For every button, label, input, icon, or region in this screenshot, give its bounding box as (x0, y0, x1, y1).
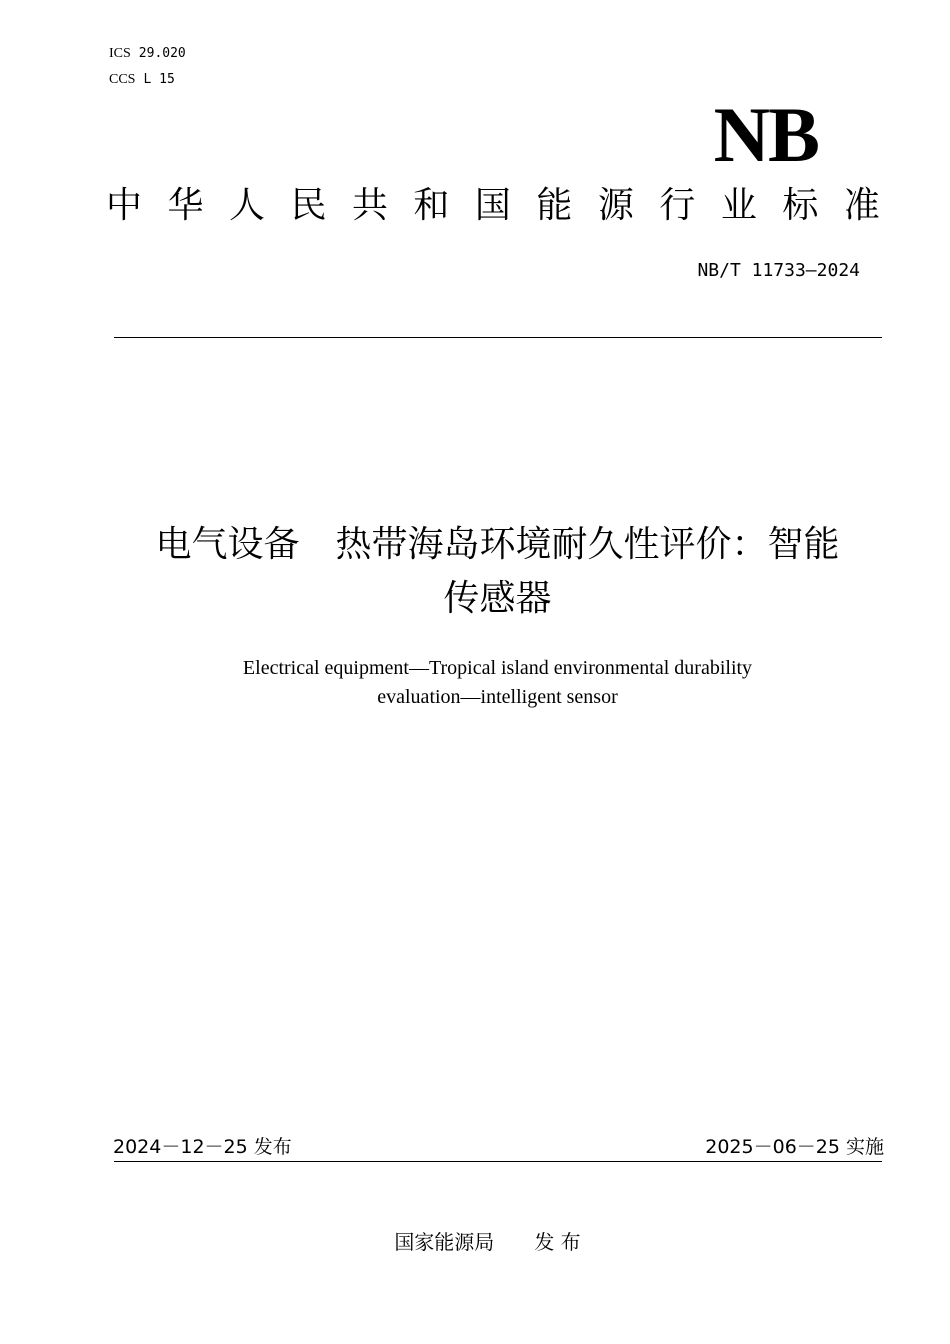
title-chinese-line2: 传感器 (443, 578, 552, 619)
standard-number: NB/T 11733—2024 (697, 260, 860, 281)
category-char: 能 (536, 185, 573, 226)
category-char: 和 (413, 185, 450, 226)
nb-logo: NB (713, 91, 818, 178)
category-char: 国 (474, 185, 511, 226)
standard-category (106, 184, 880, 228)
ccs-code: L 15 (143, 72, 175, 87)
title-english-line2: evaluation—intelligent sensor (377, 686, 618, 708)
title-chinese-line1: 电气设备 热带海岛环境耐久性评价：智能 (155, 524, 840, 565)
ics-code: 29.020 (138, 46, 186, 61)
category-char: 标 (782, 185, 819, 226)
title-chinese (100, 518, 895, 626)
category-char: 华 (167, 185, 204, 226)
issue-date: 2024－12－25 发布 (113, 1136, 292, 1158)
category-char: 行 (659, 185, 696, 226)
category-char: 民 (290, 185, 327, 226)
category-char: 准 (843, 185, 880, 226)
title-english (120, 654, 875, 712)
category-char: 中 (106, 185, 143, 226)
publisher-name: 国家能源局 (394, 1230, 495, 1254)
header-divider (114, 337, 882, 338)
footer-divider (114, 1161, 882, 1162)
ics-classification (109, 46, 186, 62)
category-char: 共 (351, 185, 388, 226)
ics-label: ICS (109, 46, 131, 61)
title-english-line1: Electrical equipment—Tropical island environmental durability (242, 657, 753, 679)
category-char: 业 (720, 185, 757, 226)
publisher-action: 发 布 (534, 1230, 581, 1254)
ccs-label: CCS (109, 72, 136, 87)
publisher (0, 1226, 950, 1255)
ccs-classification (109, 72, 175, 88)
category-char: 人 (228, 185, 265, 226)
category-char: 源 (597, 185, 634, 226)
implementation-date: 2025－06－25 实施 (705, 1136, 884, 1158)
